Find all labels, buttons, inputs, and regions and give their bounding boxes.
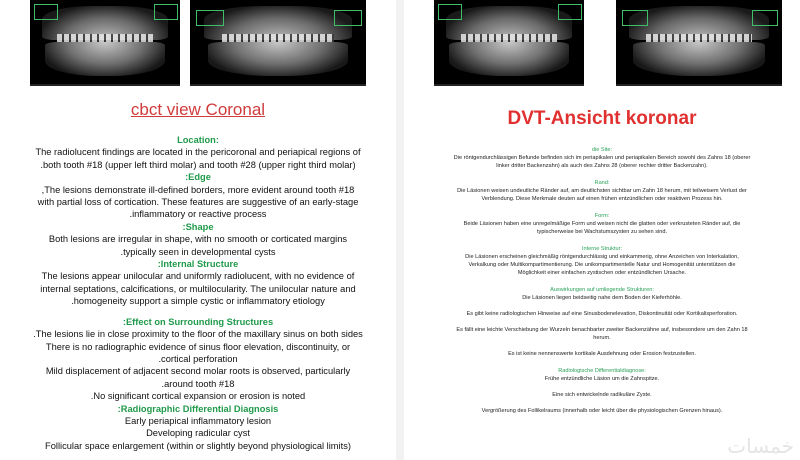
report-line (410, 399, 794, 407)
report-line: Mild displacement of adjacent second molar roots is observed, particularly (45, 366, 351, 377)
section-heading: Location: (177, 135, 219, 145)
report-line (410, 318, 794, 326)
section-heading: Interne Struktur: (581, 246, 623, 252)
report-line: .typically seen in developmental cysts (120, 246, 276, 257)
cbct-coronal-image-right (190, 0, 366, 86)
report-line: .inflammatory or reactive process (129, 209, 267, 220)
report-line: .around tooth #18 (161, 378, 235, 389)
section-heading: Auswirkungen auf umliegende Strukturen: (550, 287, 654, 293)
report-line: Vergrößerung des Follikelraums (innerhalb oder leicht über die physiologischen Grenzen hinaus). (481, 408, 723, 414)
section-heading: :Internal Structure (157, 259, 239, 270)
page-title: cbct view Coronal (130, 100, 266, 119)
report-line: Frühe entzündliche Läsion um die Zahnspitze. (544, 376, 660, 382)
roi-box (622, 10, 648, 26)
page-title: DVT-Ansicht koronar (507, 108, 697, 129)
report-line: linker dritter Backenzahn) als auch des Zahns 28 (oberer rechter dritter Backenzahn). (496, 163, 708, 169)
section-heading: :Shape (182, 221, 214, 232)
report-line: Eine sich entwickelnde radikuläre Zyste. (552, 392, 652, 398)
cbct-image-strip (0, 0, 396, 88)
page-divider (396, 0, 404, 460)
roi-box (196, 10, 224, 26)
roi-box (752, 10, 778, 26)
report-line: herum. (593, 335, 611, 341)
report-line: Early periapical inflammatory lesion (124, 415, 272, 426)
report-line: .The lesions lie in close proximity to the floor of the maxillary sinus on both sides (33, 329, 363, 340)
section-heading: Radiologische Differentialdiagnose: (558, 368, 646, 374)
report-line (410, 383, 794, 391)
report-line: .No significant cortical expansion or erosion is noted (90, 391, 306, 402)
report-line: Möglichkeit einer einfachen zystischen oder entzündlichen Ursache. (517, 270, 687, 276)
german-report-page (404, 0, 800, 460)
report-line: Die Läsionen weisen undeutliche Ränder auf, am deutlichsten sichtbar um Zahn 18 herum, mit teilweisem Verlust der (457, 188, 747, 194)
report-line: .cortical perforation (158, 353, 238, 364)
report-line: Follicular space enlargement (within or slightly beyond physiological limits) (45, 440, 351, 451)
roi-box (438, 4, 462, 20)
report-body (4, 134, 392, 452)
report-line: Die Läsionen erscheinen gleichmäßig röntgendurchlässig und einkammerig, ohne Anzeichen von Interkalation, (465, 254, 739, 260)
report-line: typischerweise bei Wachstumszysten zu sehen sind. (536, 229, 668, 235)
report-line: Beide Läsionen haben eine unregelmäßige Form und weisen nicht die glatten oder verkrusteten Ränder auf, die (463, 221, 741, 227)
report-line: ,The lesions demonstrate ill-defined borders, more evident around tooth #18 (41, 184, 355, 195)
roi-box (154, 4, 178, 20)
report-line: Verkalkung oder Multikompartimentierung. Die unikompartimentelle Natur und Homogenität unterstützen die (468, 262, 736, 268)
report-body (410, 146, 794, 424)
report-line: There is no radiographic evidence of sinus floor elevation, discontinuity, or (45, 341, 351, 352)
section-heading: Form: (594, 213, 610, 219)
report-line: .both tooth #18 (upper left third molar) and tooth #28 (upper right third molar) (40, 159, 356, 170)
section-heading: :Effect on Surrounding Structures (122, 316, 274, 327)
report-line (410, 302, 794, 310)
report-line: Es gibt keine radiologischen Hinweise auf eine Sinusbodenelevation, Diskontinuität oder Kortikalisperforation. (466, 311, 738, 317)
cbct-image-strip (404, 0, 800, 88)
report-line (410, 342, 794, 350)
report-line: Die Läsionen liegen beidseitig nahe dem Boden der Kieferhöhle. (522, 295, 682, 301)
watermark-logo: خمسات (727, 434, 794, 458)
roi-box (558, 4, 582, 20)
report-line: internal septations, calcifications, or multilocularity. The unilocular nature and (40, 283, 356, 294)
section-heading: :Edge (185, 172, 211, 183)
report-line: with partial loss of cortication. These features are suggestive of an early-stage (37, 197, 359, 208)
section-heading: die Site: (591, 147, 613, 153)
report-line: Die röntgendurchlässigen Befunde befinden sich im periapikalen und periapikalen Bereich sowohl des Zahns 18 (oberer (453, 155, 751, 161)
report-line: Developing radicular cyst (146, 428, 250, 439)
report-line: Verblendung. Diese Merkmale deuten auf einen frühen entzündlichen oder reaktiven Prozess hin. (481, 196, 723, 202)
cbct-coronal-image-left (434, 0, 584, 86)
report-line: Es ist keine nennenswerte kortikale Ausdehnung oder Erosion festzustellen. (508, 351, 696, 357)
roi-box (334, 10, 362, 26)
report-line: Both lesions are irregular in shape, with no smooth or corticated margins (48, 234, 348, 245)
report-line: The radiolucent findings are located in the pericoronal and periapical regions of (35, 147, 361, 158)
cbct-coronal-image-right (616, 0, 782, 86)
roi-box (34, 4, 58, 20)
report-line: Es fällt eine leichte Verschiebung der Wurzeln benachbarter zweiter Backenzähne auf, insbesondere um den Zahn 18 (456, 327, 748, 333)
cbct-coronal-image-left (30, 0, 180, 86)
english-report-page (0, 0, 396, 460)
report-line: The lesions appear unilocular and uniformly radiolucent, with no evidence of (41, 271, 355, 282)
section-heading: Rand: (594, 180, 610, 186)
report-line: .homogeneity support a simple cystic or inflammatory etiology (71, 296, 325, 307)
section-heading: :Radiographic Differential Diagnosis (117, 403, 279, 414)
